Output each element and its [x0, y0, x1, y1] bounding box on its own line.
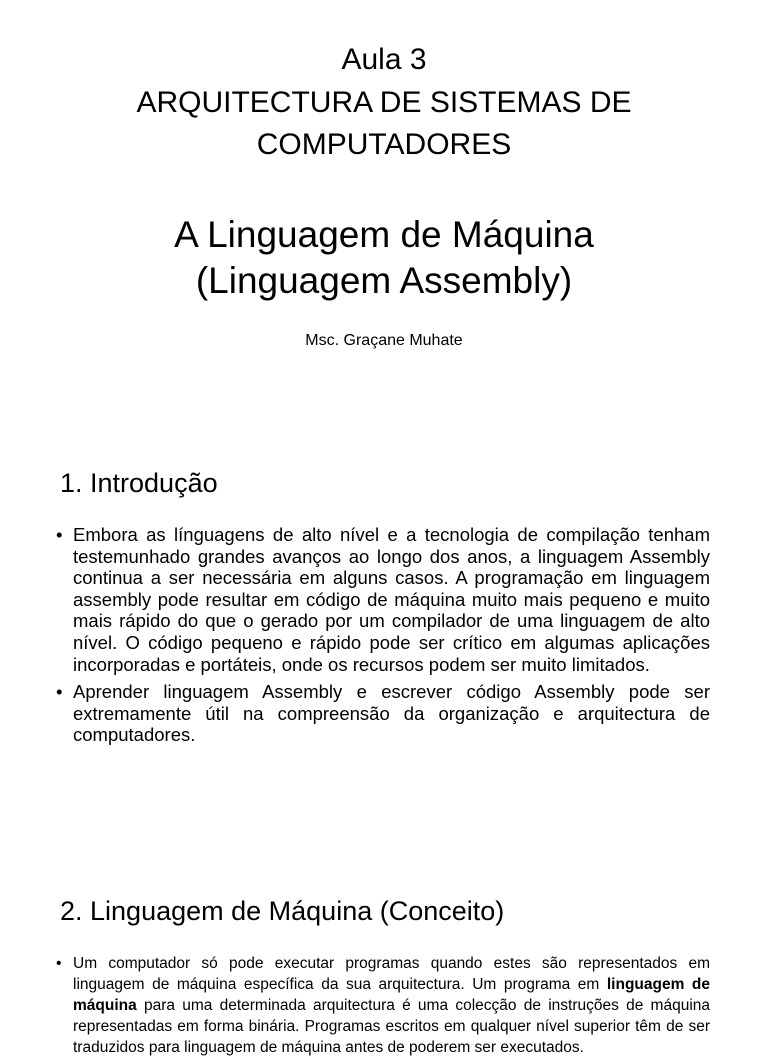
- title-slide: [0, 0, 768, 420]
- bold-term: linguagem de máquina: [73, 976, 711, 1014]
- course-title: [0, 82, 768, 166]
- lesson-title-line-1: A Linguagem de Máquina: [174, 214, 594, 255]
- section-1-bullet-list: [56, 524, 710, 752]
- lesson-title: [0, 212, 768, 304]
- section-1-heading: 1. Introdução: [60, 468, 218, 498]
- lesson-number: Aula 3: [341, 43, 427, 76]
- bullet-item: [56, 953, 710, 1058]
- section-2-clip: [0, 940, 768, 1056]
- bullet-text: Um computador só pode executar programas quando estes são representados em linguagem de máquina específica da sua arquitectura. Um programa em: [73, 955, 710, 993]
- section-2-bullet-list: [56, 953, 710, 1058]
- bullet-item: • Embora as línguagens de alto nível e a tecnologia de compilação tenham testemunhado grandes avanços ao longo dos anos, a linguagem Assembly continua a ser necessária em alguns casos. A programação em linguagem assembly pode resultar em código de máquina muito mais pequeno e muito mais rápido do que o gerado por um compilador de uma linguagem de alto nível. O código pequeno e rápido pode ser crítico em algumas aplicações incorporadas e portáteis, onde os recursos podem ser muito limitados.: [56, 524, 710, 675]
- bullet-text: para uma determinada arquitectura é uma colecção de instruções de máquina representadas em forma binária. Programas escritos em qualquer nível superior têm de ser traduzidos para linguagem de máquina antes de poderem ser executados.: [73, 997, 710, 1056]
- bullet-item: • Aprender linguagem Assembly e escrever código Assembly pode ser extremamente útil na compreensão da organização e arquitectura de computadores.: [56, 681, 710, 746]
- course-title-line-1: ARQUITECTURA DE SISTEMAS DE: [136, 86, 632, 119]
- section-2-heading: 2. Linguagem de Máquina (Conceito): [60, 896, 505, 926]
- author-name: Msc. Graçane Muhate: [305, 332, 463, 349]
- course-title-line-2: COMPUTADORES: [256, 128, 512, 161]
- lesson-title-line-2: (Linguagem Assembly): [195, 260, 573, 301]
